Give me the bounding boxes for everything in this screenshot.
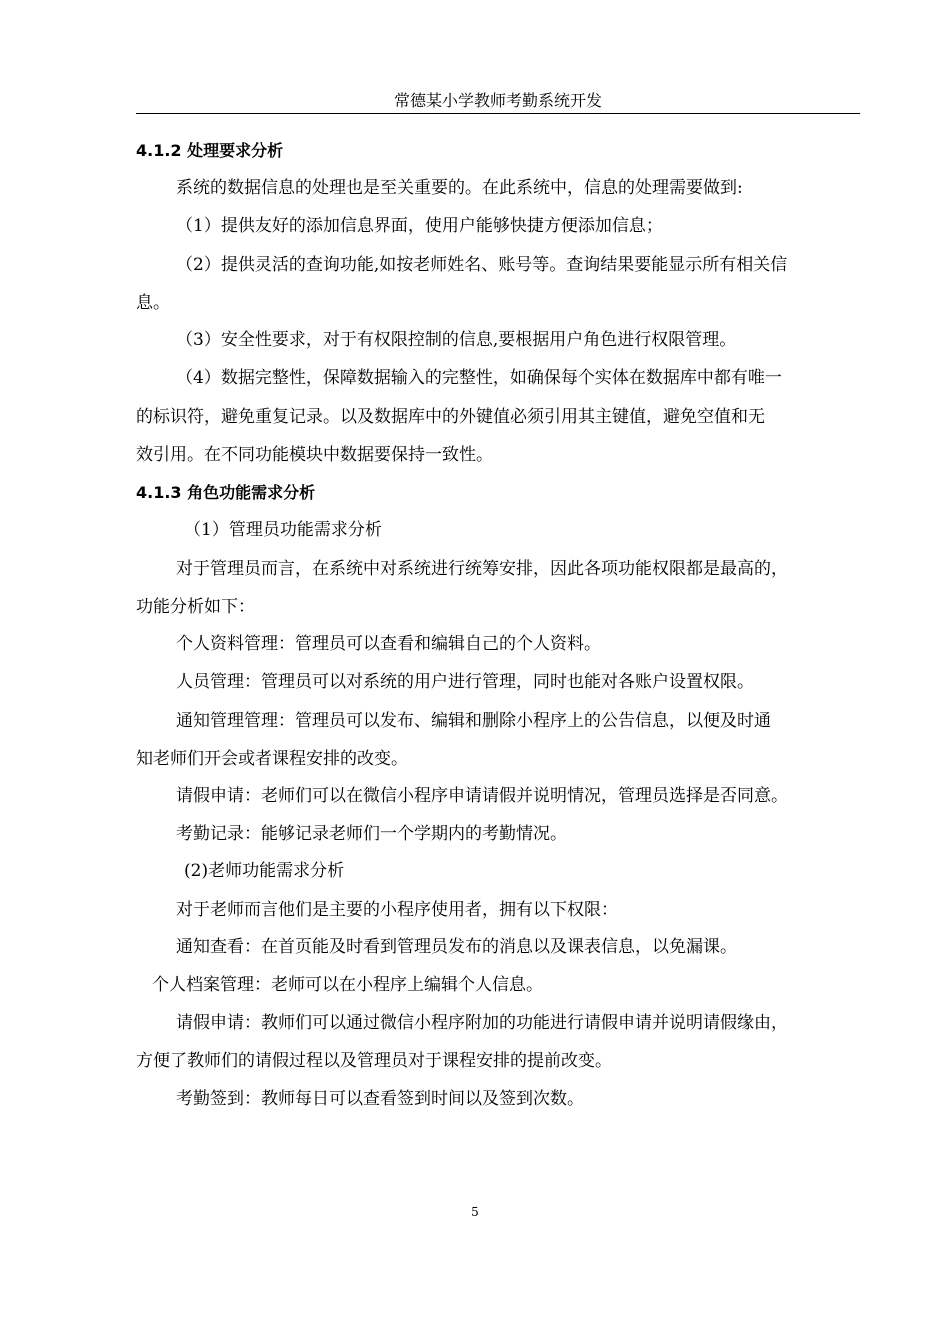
section-heading-4-1-3: 4.1.3 角色功能需求分析	[136, 483, 316, 502]
paragraph-teacher-notice: 通知查看：在首页能及时看到管理员发布的消息以及课表信息，以免漏课。	[176, 937, 737, 957]
section-heading-4-1-2: 4.1.2 处理要求分析	[136, 141, 284, 160]
list-item-2-line-2: 息。	[136, 293, 170, 313]
paragraph-teacher-intro: 对于老师而言他们是主要的小程序使用者，拥有以下权限：	[176, 900, 618, 920]
paragraph-teacher-profile: 个人档案管理：老师可以在小程序上编辑个人信息。	[152, 975, 543, 995]
subheading-teacher: (2)老师功能需求分析	[184, 861, 345, 881]
list-item-4-line-2: 的标识符，避免重复记录。以及数据库中的外键值必须引用其主键值，避免空值和无	[136, 407, 765, 427]
paragraph-admin-attendance: 考勤记录：能够记录老师们一个学期内的考勤情况。	[176, 824, 567, 844]
paragraph-processing-intro: 系统的数据信息的处理也是至关重要的。在此系统中，信息的处理需要做到:	[176, 178, 743, 198]
page-number: 5	[471, 1205, 479, 1219]
list-item-2-line-1: （2）提供灵活的查询功能,如按老师姓名、账号等。查询结果要能显示所有相关信	[176, 255, 788, 275]
paragraph-admin-leave: 请假申请：老师们可以在微信小程序申请请假并说明情况，管理员选择是否同意。	[176, 786, 788, 806]
header-divider	[136, 113, 860, 114]
paragraph-admin-staff: 人员管理：管理员可以对系统的用户进行管理，同时也能对各账户设置权限。	[176, 672, 754, 692]
paragraph-teacher-leave-line-2: 方便了教师们的请假过程以及管理员对于课程安排的提前改变。	[136, 1051, 612, 1071]
running-header-title: 常德某小学教师考勤系统开发	[393, 91, 602, 110]
paragraph-admin-notice-line-1: 通知管理管理：管理员可以发布、编辑和删除小程序上的公告信息，以便及时通	[176, 711, 771, 731]
paragraph-admin-intro-line-2: 功能分析如下：	[136, 597, 255, 617]
list-item-3: （3）安全性要求，对于有权限控制的信息,要根据用户角色进行权限管理。	[176, 330, 737, 350]
list-item-4-line-1: （4）数据完整性，保障数据输入的完整性，如确保每个实体在数据库中都有唯一	[176, 368, 782, 388]
list-item-1: （1）提供友好的添加信息界面，使用户能够快捷方便添加信息；	[176, 216, 663, 236]
paragraph-admin-notice-line-2: 知老师们开会或者课程安排的改变。	[136, 749, 408, 769]
subheading-admin: （1）管理员功能需求分析	[184, 520, 382, 540]
paragraph-teacher-checkin: 考勤签到：教师每日可以查看签到时间以及签到次数。	[176, 1089, 584, 1109]
paragraph-admin-profile: 个人资料管理：管理员可以查看和编辑自己的个人资料。	[176, 634, 601, 654]
list-item-4-line-3: 效引用。在不同功能模块中数据要保持一致性。	[136, 445, 493, 465]
paragraph-teacher-leave-line-1: 请假申请：教师们可以通过微信小程序附加的功能进行请假申请并说明请假缘由，	[176, 1013, 788, 1033]
paragraph-admin-intro-line-1: 对于管理员而言，在系统中对系统进行统筹安排，因此各项功能权限都是最高的，	[176, 559, 788, 579]
